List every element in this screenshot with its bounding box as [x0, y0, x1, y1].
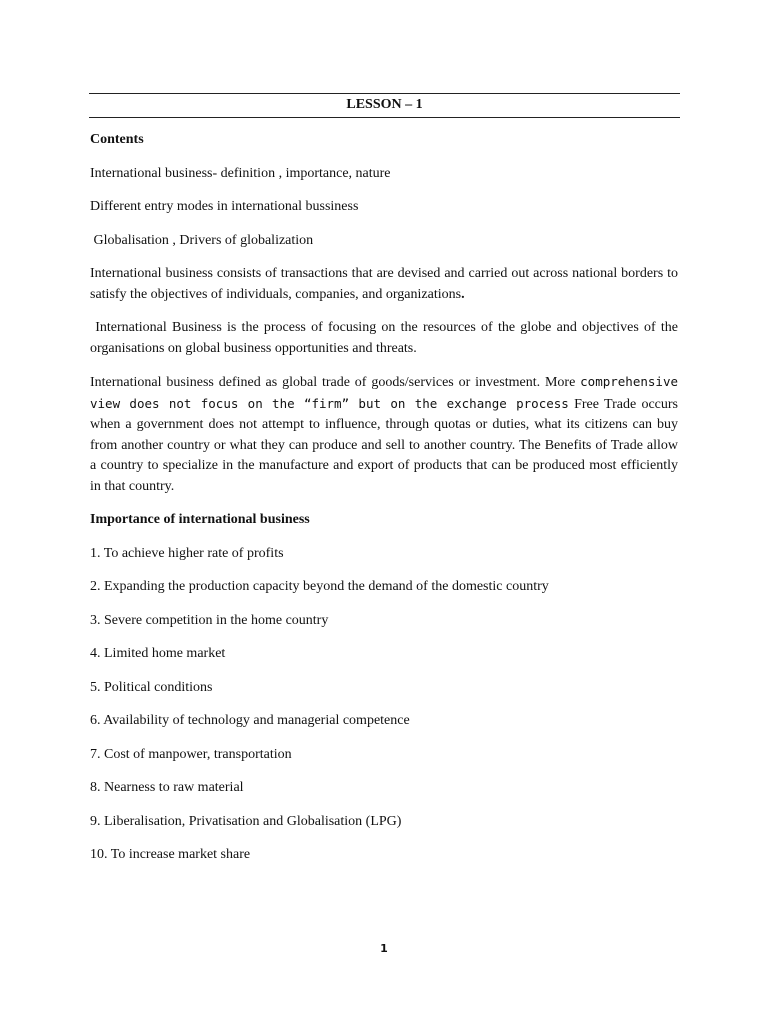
bottom-rule [89, 117, 680, 118]
paragraph-definition [90, 264, 678, 305]
paragraph-definition-text: International business consists of transactions that are devised and carried out across national borders to satisfy the objectives of individuals, companies, and organizations [90, 266, 678, 302]
importance-item: 7. Cost of manpower, transportation [90, 746, 292, 762]
paragraph-free-trade-line-2: comprehensive view does not focus on the “firm” but on the exchange process [90, 374, 678, 411]
paragraph-free-trade-rest: Free Trade occurs when a government does not attempt to influence, through quotas or duties, what its citizens can buy from another country or what they can produce and sell to another country. The Benefits of Trade allow a country to specialize in the manufacture and export of products that can be produced most efficiently in that country. [90, 396, 678, 494]
contents-heading: Contents [90, 132, 144, 147]
top-rule [89, 93, 680, 94]
page-number: 1 [380, 942, 388, 955]
paragraph-free-trade-line-1: International business defined as global trade of goods/services or investment. More [90, 375, 576, 390]
importance-item: 9. Liberalisation, Privatisation and Globalisation (LPG) [90, 813, 402, 829]
importance-item: 10. To increase market share [90, 847, 251, 862]
contents-item-3: Globalisation , Drivers of globalization [90, 232, 314, 248]
importance-item: 8. Nearness to raw material [90, 780, 244, 795]
contents-item-2: Different entry modes in international bussiness [90, 199, 359, 214]
importance-list [90, 544, 678, 866]
importance-heading: Importance of international business [90, 512, 310, 527]
importance-item: 4. Limited home market [90, 646, 226, 661]
importance-item: 5. Political conditions [90, 679, 213, 695]
importance-item: 6. Availability of technology and managerial competence [90, 713, 410, 728]
document-body [90, 130, 682, 879]
contents-item-1: International business- definition , importance, nature [90, 165, 391, 181]
importance-item: 2. Expanding the production capacity beyond the demand of the domestic country [90, 579, 549, 594]
importance-item: 3. Severe competition in the home country [90, 612, 329, 628]
paragraph-process: International Business is the process of focusing on the resources of the globe and objectives of the organisations on global business opportunities and threats. [90, 320, 682, 356]
importance-item: 1. To achieve higher rate of profits [90, 545, 284, 561]
lesson-title: LESSON – 1 [346, 97, 423, 112]
paragraph-definition-end: . [461, 286, 465, 302]
paragraph-free-trade [90, 372, 678, 497]
